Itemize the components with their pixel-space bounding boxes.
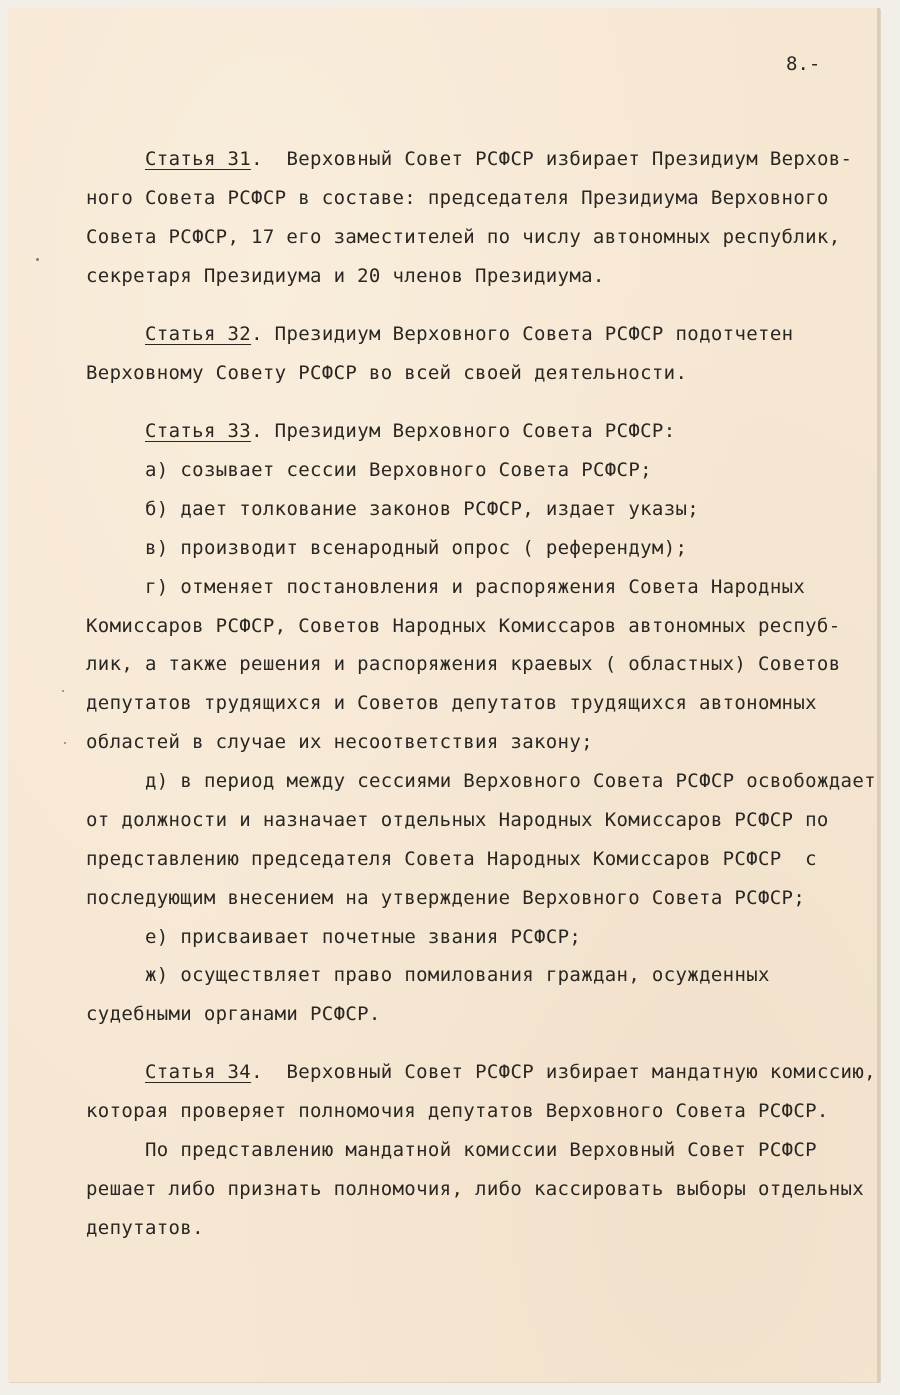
- article-31-text: . Верховный Совет РСФСР избирает Президиум Верхов-: [251, 148, 853, 170]
- article-33-line: представлению председателя Совета Народных Комиссаров РСФСР с: [86, 848, 817, 870]
- article-33-line: лик, а также решения и распоряжения краевых ( областных) Советов: [86, 653, 841, 675]
- article-33-line: Комиссаров РСФСР, Советов Народных Комиссаров автономных респуб-: [86, 615, 841, 637]
- article-33-heading: Статья 33: [145, 420, 252, 442]
- article-31-line: ного Совета РСФСР в составе: председателя Президиума Верховного: [86, 187, 829, 209]
- article-33-item-g: г) отменяет постановления и распоряжения Совета Народных: [145, 576, 806, 598]
- article-33-line: от должности и назначает отдельных Народных Комиссаров РСФСР по: [86, 809, 829, 831]
- paper-speck: [64, 742, 66, 744]
- article-32-line: Верховному Совету РСФСР во всей своей деятельности.: [86, 362, 688, 384]
- article-32-line: [145, 322, 793, 346]
- article-33-item-v: в) производит всенародный опрос ( референдум);: [145, 537, 688, 559]
- article-32-heading: Статья 32: [145, 323, 252, 345]
- article-34-line: По представлению мандатной комиссии Верховный Совет РСФСР: [145, 1139, 817, 1161]
- article-33-line: депутатов трудящихся и Советов депутатов трудящихся автономных: [86, 692, 817, 714]
- article-33-item-zh: ж) осуществляет право помилования граждан, осужденных: [145, 964, 770, 986]
- article-31-line: секретаря Президиума и 20 членов Президиума.: [86, 265, 605, 287]
- article-33-line: [145, 419, 676, 443]
- article-33-text: . Президиум Верховного Совета РСФСР:: [251, 420, 676, 442]
- article-33-line: судебными органами РСФСР.: [86, 1003, 381, 1025]
- article-33-line: последующим внесением на утверждение Верховного Совета РСФСР;: [86, 887, 806, 909]
- article-34-line: которая проверяет полномочия депутатов Верховного Совета РСФСР.: [86, 1100, 829, 1122]
- article-32-text: . Президиум Верховного Совета РСФСР подотчетен: [251, 323, 794, 345]
- paper-speck: [62, 690, 64, 692]
- page-number: 8.-: [786, 53, 821, 75]
- page-edge: [877, 8, 880, 1382]
- article-34-text: . Верховный Совет РСФСР избирает мандатную комиссию,: [251, 1061, 876, 1083]
- article-31-line: Совета РСФСР, 17 его заместителей по числу автономных республик,: [86, 226, 841, 248]
- article-34-heading: Статья 34: [145, 1061, 252, 1083]
- article-31-line: [145, 147, 852, 171]
- article-34-line: депутатов.: [86, 1217, 204, 1239]
- paper-speck: [36, 258, 39, 261]
- article-34-line: [145, 1060, 876, 1084]
- article-33-item-e: е) присваивает почетные звания РСФСР;: [145, 926, 582, 948]
- article-33-item-b: б) дает толкование законов РСФСР, издает указы;: [145, 498, 700, 520]
- article-31-heading: Статья 31: [145, 148, 252, 170]
- article-33-item-a: а) созывает сессии Верховного Совета РСФСР;: [145, 459, 652, 481]
- article-33-item-d: д) в период между сессиями Верховного Совета РСФСР освобождает: [145, 770, 876, 792]
- article-33-line: областей в случае их несоответствия закону;: [86, 731, 593, 753]
- article-34-line: решает либо признать полномочия, либо кассировать выборы отдельных: [86, 1178, 865, 1200]
